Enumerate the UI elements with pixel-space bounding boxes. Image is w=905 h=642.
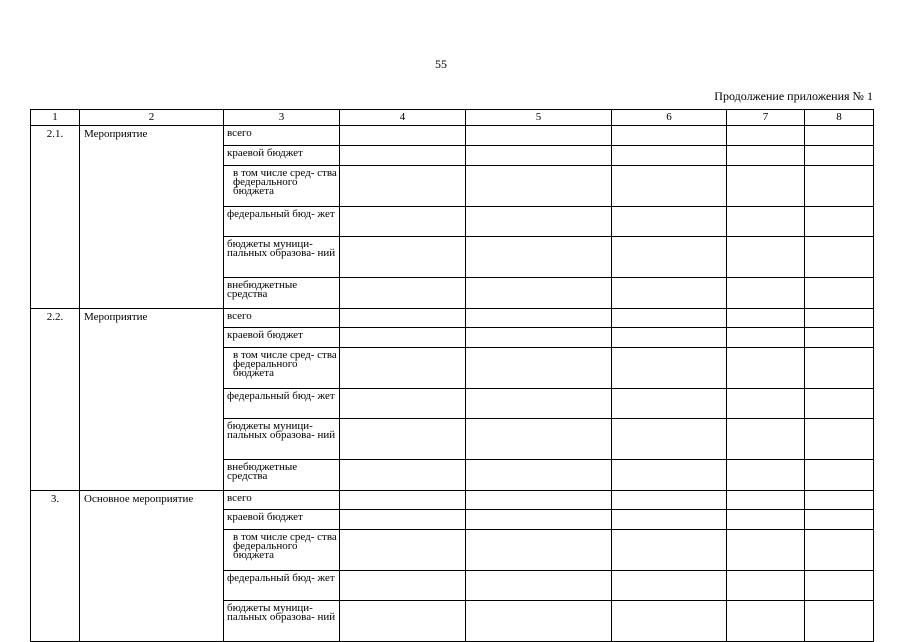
value-cell [612, 166, 727, 207]
value-cell [727, 389, 805, 419]
value-cell [805, 207, 874, 237]
value-cell [805, 166, 874, 207]
value-cell [612, 348, 727, 389]
section-name: Мероприятие [80, 309, 224, 491]
header-cell: 1 [31, 110, 80, 126]
value-cell [340, 460, 466, 491]
value-cell [612, 530, 727, 571]
value-cell [466, 419, 612, 460]
value-cell [612, 601, 727, 642]
value-cell [805, 146, 874, 166]
value-cell [340, 207, 466, 237]
value-cell [466, 207, 612, 237]
value-cell [727, 571, 805, 601]
value-cell [727, 601, 805, 642]
funding-source: в том числе сред- ства федерального бюджета [224, 348, 340, 389]
value-cell [466, 237, 612, 278]
value-cell [727, 348, 805, 389]
value-cell [340, 571, 466, 601]
budget-table [30, 109, 874, 642]
value-cell [805, 601, 874, 642]
funding-source: внебюджетные средства [224, 278, 340, 309]
table-row [31, 491, 874, 510]
value-cell [612, 460, 727, 491]
value-cell [340, 491, 466, 510]
value-cell [805, 348, 874, 389]
value-cell [805, 510, 874, 530]
value-cell [340, 510, 466, 530]
funding-source: в том числе сред- ства федерального бюджета [224, 166, 340, 207]
value-cell [340, 328, 466, 348]
header-cell: 2 [80, 110, 224, 126]
section-name: Основное мероприятие [80, 491, 224, 642]
funding-source: краевой бюджет [224, 510, 340, 530]
value-cell [612, 571, 727, 601]
value-cell [805, 389, 874, 419]
section-number: 3. [31, 491, 80, 642]
continuation-note: Продолжение приложения № 1 [714, 89, 873, 103]
value-cell [340, 126, 466, 146]
value-cell [805, 491, 874, 510]
section-number: 2.2. [31, 309, 80, 491]
value-cell [612, 389, 727, 419]
header-cell: 3 [224, 110, 340, 126]
value-cell [466, 389, 612, 419]
funding-source: бюджеты муници- пальных образова- ний [224, 601, 340, 642]
value-cell [612, 510, 727, 530]
value-cell [805, 460, 874, 491]
header-row [31, 110, 874, 126]
value-cell [340, 309, 466, 328]
header-cell: 4 [340, 110, 466, 126]
page-number: 55 [435, 57, 447, 71]
value-cell [727, 309, 805, 328]
value-cell [805, 530, 874, 571]
value-cell [727, 207, 805, 237]
value-cell [340, 166, 466, 207]
section-name: Мероприятие [80, 126, 224, 309]
funding-source: бюджеты муници- пальных образова- ний [224, 419, 340, 460]
funding-source: всего [224, 309, 340, 328]
header-cell: 5 [466, 110, 612, 126]
header-cell: 8 [805, 110, 874, 126]
value-cell [612, 309, 727, 328]
header-cell: 7 [727, 110, 805, 126]
value-cell [612, 207, 727, 237]
funding-source: всего [224, 491, 340, 510]
value-cell [466, 530, 612, 571]
value-cell [612, 278, 727, 309]
value-cell [340, 389, 466, 419]
value-cell [612, 328, 727, 348]
value-cell [466, 491, 612, 510]
value-cell [612, 237, 727, 278]
funding-source: всего [224, 126, 340, 146]
value-cell [727, 126, 805, 146]
table-row [31, 309, 874, 328]
value-cell [727, 510, 805, 530]
value-cell [340, 278, 466, 309]
section-number: 2.1. [31, 126, 80, 309]
value-cell [805, 126, 874, 146]
value-cell [340, 237, 466, 278]
value-cell [727, 278, 805, 309]
value-cell [805, 237, 874, 278]
funding-source: федеральный бюд- жет [224, 207, 340, 237]
funding-source: внебюджетные средства [224, 460, 340, 491]
value-cell [466, 571, 612, 601]
value-cell [727, 491, 805, 510]
value-cell [805, 419, 874, 460]
value-cell [727, 146, 805, 166]
value-cell [612, 146, 727, 166]
value-cell [466, 146, 612, 166]
value-cell [805, 571, 874, 601]
value-cell [466, 510, 612, 530]
value-cell [805, 309, 874, 328]
value-cell [466, 348, 612, 389]
funding-source: федеральный бюд- жет [224, 571, 340, 601]
value-cell [466, 126, 612, 146]
value-cell [340, 146, 466, 166]
funding-source: краевой бюджет [224, 146, 340, 166]
value-cell [340, 348, 466, 389]
value-cell [466, 328, 612, 348]
value-cell [727, 419, 805, 460]
value-cell [805, 328, 874, 348]
value-cell [727, 460, 805, 491]
value-cell [805, 278, 874, 309]
funding-source: в том числе сред- ства федерального бюджета [224, 530, 340, 571]
funding-source: бюджеты муници- пальных образова- ний [224, 237, 340, 278]
value-cell [612, 126, 727, 146]
value-cell [612, 419, 727, 460]
funding-source: федеральный бюд- жет [224, 389, 340, 419]
value-cell [727, 328, 805, 348]
value-cell [340, 419, 466, 460]
value-cell [466, 278, 612, 309]
funding-source: краевой бюджет [224, 328, 340, 348]
header-cell: 6 [612, 110, 727, 126]
value-cell [727, 237, 805, 278]
value-cell [466, 601, 612, 642]
value-cell [340, 601, 466, 642]
value-cell [727, 166, 805, 207]
value-cell [466, 460, 612, 491]
table-row [31, 126, 874, 146]
value-cell [340, 530, 466, 571]
value-cell [727, 530, 805, 571]
value-cell [612, 491, 727, 510]
value-cell [466, 309, 612, 328]
value-cell [466, 166, 612, 207]
